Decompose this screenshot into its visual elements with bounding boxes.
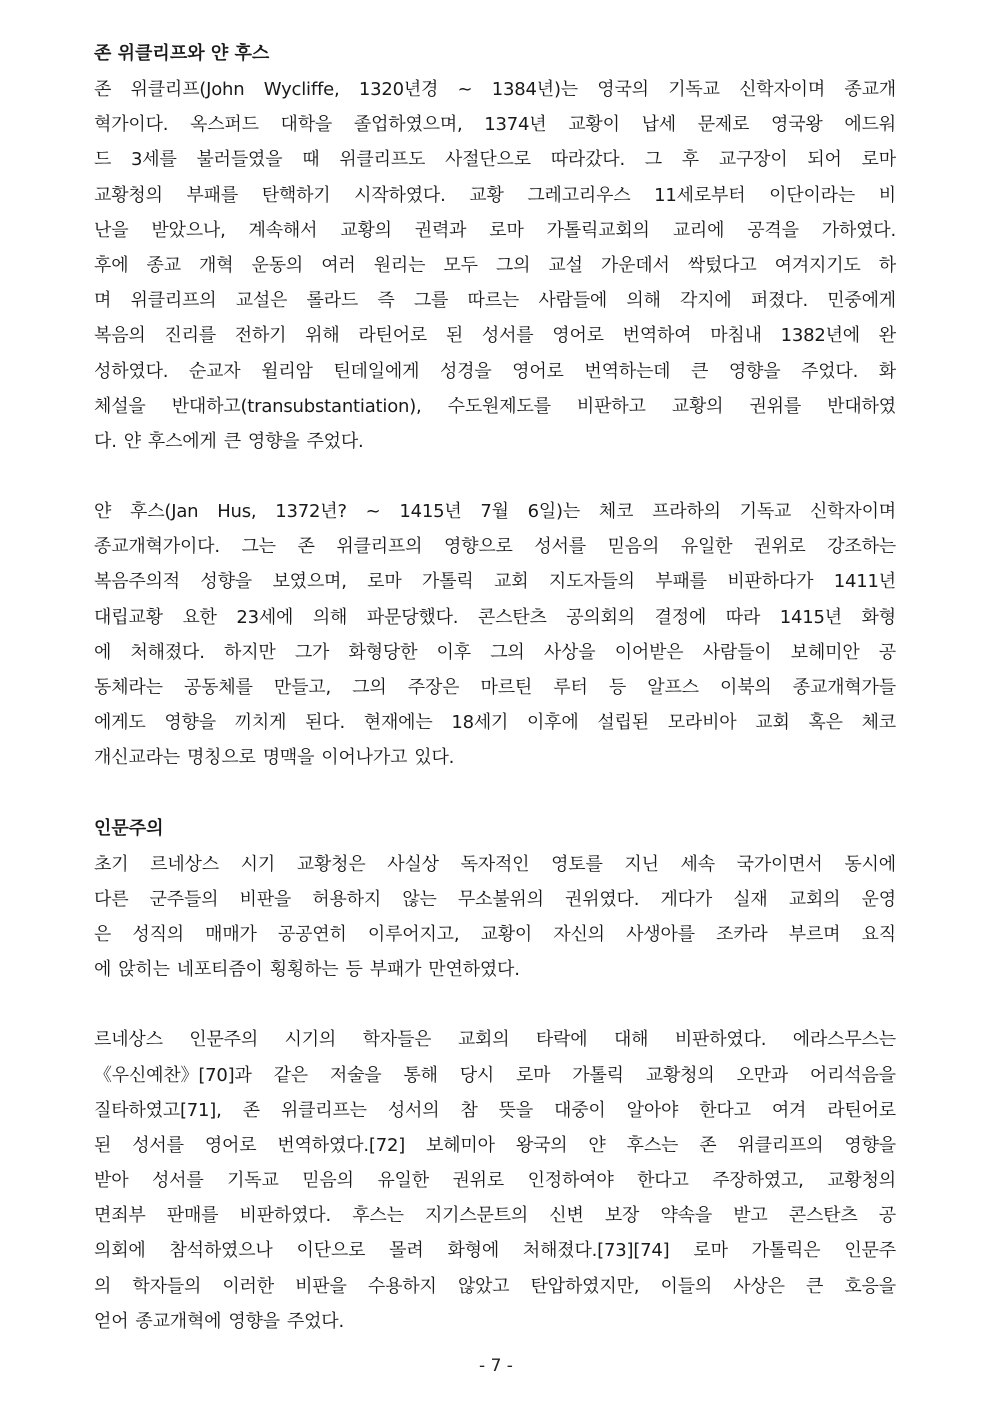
text-line: 에게도 영향을 끼치게 된다. 현재에는 18세기 이후에 설립된 모라비아 교회 혹은 체코 — [94, 712, 896, 734]
paragraph — [94, 494, 896, 776]
text-line: 개신교라는 명칭으로 명맥을 이어나가고 있다. — [94, 747, 455, 769]
text-line: 의회에 참석하였으나 이단으로 몰려 화형에 처해졌다.[73][74] 로마 가톨릭은 인문주 — [94, 1240, 896, 1262]
paragraph-gap — [94, 459, 896, 494]
section-heading: 존 위클리프와 얀 후스 — [94, 43, 270, 64]
text-line: 질타하였고[71], 존 위클리프는 성서의 참 뜻을 대중이 알아야 한다고 여겨 라틴어로 — [94, 1099, 896, 1121]
paragraph — [94, 847, 896, 988]
paragraph-gap — [94, 987, 896, 1022]
text-line: 종교개혁가이다. 그는 존 위클리프의 영향으로 성서를 믿음의 유일한 권위로 강조하는 — [94, 536, 896, 558]
text-line: 르네상스 인문주의 시기의 학자들은 교회의 타락에 대해 비판하였다. 에라스무스는 — [94, 1029, 896, 1051]
text-line: 복음주의적 성향을 보였으며, 로마 가톨릭 교회 지도자들의 부패를 비판하다가 1411년 — [94, 571, 896, 593]
text-line: 혁가이다. 옥스퍼드 대학을 졸업하였으며, 1374년 교황이 납세 문제로 영국왕 에드워 — [94, 114, 896, 136]
paragraph — [94, 1022, 896, 1339]
text-line: 동체라는 공동체를 만들고, 그의 주장은 마르틴 루터 등 알프스 이북의 종교개혁가들 — [94, 677, 896, 698]
text-line: 초기 르네상스 시기 교황청은 사실상 독자적인 영토를 지닌 세속 국가이면서 동시에 — [94, 853, 896, 875]
text-line: 얀 후스(Jan Hus, 1372년? ~ 1415년 7월 6일)는 체코 프라하의 기독교 신학자이며 — [94, 501, 896, 523]
text-line: 의 학자들의 이러한 비판을 수용하지 않았고 탄압하였지만, 이들의 사상은 큰 호응을 — [94, 1275, 896, 1297]
text-line: 복음의 진리를 전하기 위해 라틴어로 된 성서를 영어로 번역하여 마침내 1382년에 완 — [94, 325, 896, 347]
text-line: 며 위클리프의 교설은 롤라드 즉 그를 따르는 사람들에 의해 각지에 퍼졌다. 민중에게 — [94, 290, 896, 312]
text-line: 다른 군주들의 비판을 허용하지 않는 무소불위의 권위였다. 게다가 실재 교회의 운영 — [94, 888, 896, 910]
text-line: 은 성직의 매매가 공공연히 이루어지고, 교황이 자신의 사생아를 조카라 부르며 요직 — [94, 923, 896, 945]
text-line: 후에 종교 개혁 운동의 여러 원리는 모두 그의 교설 가운데서 싹텄다고 여겨지기도 하 — [94, 254, 896, 276]
text-line: 면죄부 판매를 비판하였다. 후스는 지기스문트의 신변 보장 약속을 받고 콘스탄츠 공 — [94, 1205, 896, 1227]
text-line: 난을 받았으나, 계속해서 교황의 권력과 로마 가톨릭교회의 교리에 공격을 가하였다. — [94, 219, 896, 241]
document-page — [94, 36, 896, 1339]
text-line: 존 위클리프(John Wycliffe, 1320년경 ~ 1384년)는 영국의 기독교 신학자이며 종교개 — [94, 79, 896, 100]
paragraph — [94, 72, 896, 459]
text-line: 된 성서를 영어로 번역하였다.[72] 보헤미아 왕국의 얀 후스는 존 위클리프의 영향을 — [94, 1134, 896, 1156]
text-line: 다. 얀 후스에게 큰 영향을 주었다. — [94, 430, 364, 452]
section-heading: 인문주의 — [94, 817, 164, 839]
text-line: 드 3세를 불러들였을 때 위클리프도 사절단으로 따라갔다. 그 후 교구장이 되어 로마 — [94, 149, 896, 171]
text-line: 에 처해졌다. 하지만 그가 화형당한 이후 그의 사상을 이어받은 사람들이 보헤미안 공 — [94, 641, 896, 663]
text-line: 《우신예찬》[70]과 같은 저술을 통해 당시 로마 가톨릭 교황청의 오만과 어리석음을 — [94, 1064, 896, 1086]
page-number: - 7 - — [479, 1356, 513, 1376]
text-line: 체설을 반대하고(transubstantiation), 수도원제도를 비판하고 교황의 권위를 반대하였 — [94, 395, 896, 417]
text-line: 교황청의 부패를 탄핵하기 시작하였다. 교황 그레고리우스 11세로부터 이단이라는 비 — [94, 184, 896, 206]
text-line: 얻어 종교개혁에 영향을 주었다. — [94, 1310, 345, 1332]
section-gap — [94, 776, 896, 811]
text-line: 받아 성서를 기독교 믿음의 유일한 권위로 인정하여야 한다고 주장하였고, 교황청의 — [94, 1170, 896, 1192]
text-line: 성하였다. 순교자 윌리암 틴데일에게 성경을 영어로 번역하는데 큰 영향을 주었다. 화 — [94, 360, 896, 382]
text-line: 대립교황 요한 23세에 의해 파문당했다. 콘스탄츠 공의회의 결정에 따라 1415년 화형 — [94, 606, 896, 628]
text-line: 에 앉히는 네포티즘이 횡횡하는 등 부패가 만연하였다. — [94, 959, 520, 981]
